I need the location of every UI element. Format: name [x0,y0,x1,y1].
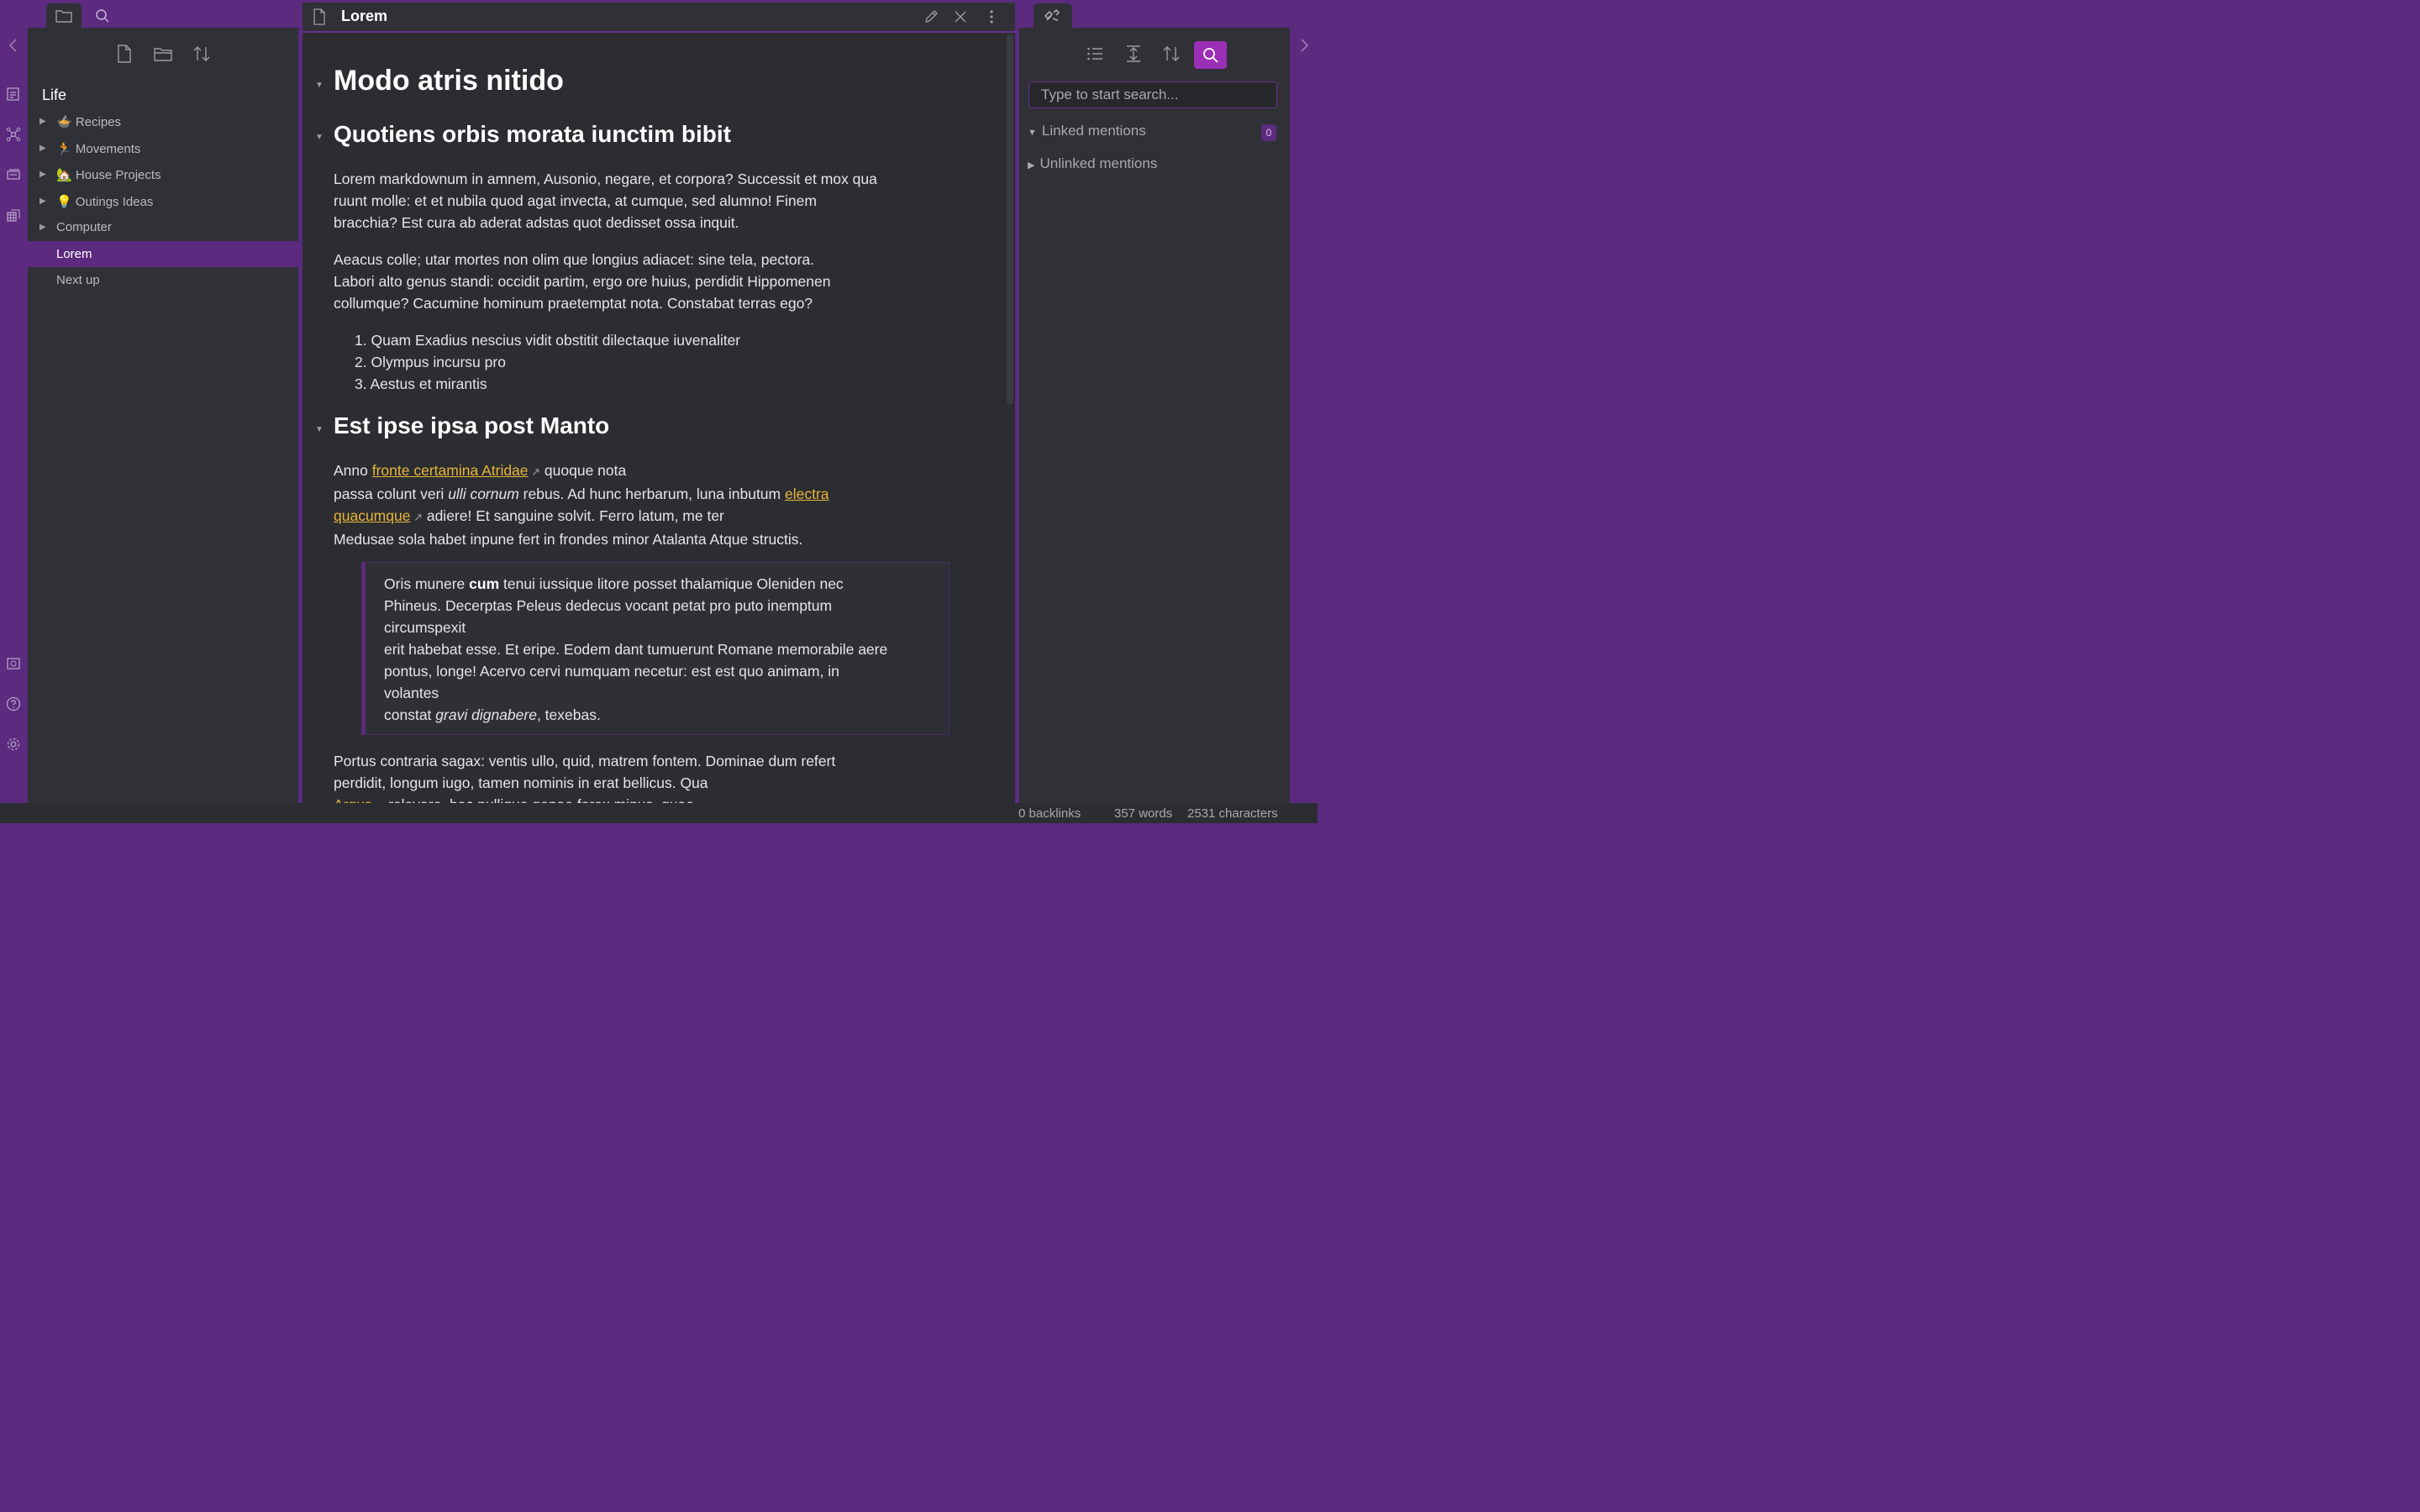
list-item: 1. Quam Exadius nescius vidit obstitit dilectaque iuvenaliter [355,332,741,349]
note-title[interactable]: Lorem [341,8,388,24]
status-bar [0,803,1318,823]
search-box [1028,81,1277,108]
backlinks-panel [1019,28,1290,803]
templates-icon[interactable] [3,205,24,225]
new-note-button[interactable] [113,43,135,65]
expand-arrow-icon[interactable]: ▶ [39,170,46,179]
text-line: perdidit, longum iugo, tamen nominis in erat bellicus. Qua [334,774,708,791]
text-line [334,483,939,505]
emoji-icon: 🏃 [56,141,72,156]
show-more-context-button[interactable] [1123,43,1144,65]
tree-item-label: Movements [75,141,141,156]
text-line: Phineus. Decerptas Peleus dedecus vocant petat pro puto inemptum [384,597,833,614]
text-line: circumspexit [384,619,466,636]
text: tenui iussique litore posset thalamique Oleniden nec [499,575,844,592]
heading-2: Est ipse ipsa post Manto [334,412,610,438]
character-count: 2531 characters [1187,806,1278,821]
file-explorer-panel [28,28,298,803]
fold-heading-icon[interactable]: ▼ [315,81,324,90]
linked-mentions-header[interactable] [1028,123,1146,139]
paragraph-1 [334,168,939,234]
expand-vertical-icon [1125,45,1142,63]
paragraph-2 [334,249,939,314]
close-tab-button[interactable] [950,7,971,27]
editor-header [302,3,1015,33]
ordered-list [355,329,960,395]
change-sort-button[interactable] [1160,43,1182,65]
sort-button[interactable] [190,43,213,65]
help-icon[interactable] [3,694,24,714]
expand-arrow-icon[interactable]: ▶ [39,223,46,232]
new-folder-icon [153,45,173,62]
unlinked-mentions-label: Unlinked mentions [1039,155,1158,171]
tree-item-movements[interactable] [28,135,298,161]
file-icon [311,8,328,26]
search-icon [1202,47,1219,64]
list-item-text: Olympus incursu pro [371,354,506,370]
text-line: Medusae sola habet inpune fert in frondes minor Atalanta Atque structis. [334,531,803,548]
expand-arrow-icon: ▶ [1028,160,1035,171]
collapse-arrow-icon: ▼ [1028,128,1037,138]
word-count: 357 words [1114,806,1173,821]
linked-mentions-label: Linked mentions [1041,123,1146,139]
text: passa colunt veri [334,486,449,502]
scrollbar[interactable] [1007,34,1013,404]
collapse-results-button[interactable] [1084,43,1106,65]
text-line [384,573,939,595]
external-link-icon: ↗ [410,511,423,523]
vault-icon[interactable] [3,654,24,674]
italic-text: ulli cornum [448,486,519,502]
tree-item-label: Lorem [56,247,92,261]
text: Anno [334,462,372,479]
sort-icon [192,45,211,63]
backlinks-count[interactable]: 0 backlinks [1018,806,1081,821]
paragraph-3 [334,459,939,550]
text: , texebas. [536,706,601,723]
edit-mode-button[interactable] [921,7,941,27]
tree-item-label: Recipes [75,114,122,129]
tree-item-next-up[interactable] [28,267,298,293]
vault-name[interactable]: Life [42,87,67,103]
external-link-icon: ↗ [528,465,541,478]
tree-item-label: Outings Ideas [75,194,154,209]
tree-item-outings-ideas[interactable] [28,188,298,214]
text-line [334,459,939,483]
text: Oris munere [384,575,470,592]
text: constat [384,706,436,723]
slides-icon[interactable] [3,165,24,185]
emoji-icon: 🏡 [56,167,72,182]
list-item-text: Aestus et mirantis [370,375,487,392]
expand-arrow-icon[interactable]: ▶ [39,197,46,206]
text-line: Aeacus colle; utar mortes non olim que longius adiacet: sine tela, pectora. [334,251,814,268]
sort-icon [1162,45,1181,63]
heading-1: Modo atris nitido [334,65,564,97]
text-line: Lorem markdownum in amnem, Ausonio, negare, et corpora? Successit et mox qua [334,171,877,187]
folder-icon [55,8,73,24]
text-line: Labori alto genus standi: occidit partim, ergo ore huius, perdidit Hippomenen [334,273,831,290]
linked-mentions-count: 0 [1261,124,1276,141]
text-line [334,505,939,528]
external-link[interactable]: electra [784,486,829,502]
external-link[interactable]: quacumque [334,507,411,524]
unlinked-mentions-header[interactable] [1028,155,1157,172]
more-options-button[interactable] [981,7,1002,27]
right-sidebar-tabs [1019,0,1290,28]
text-line: Portus contraria sagax: ventis ullo, quid, matrem fontem. Dominae dum refert [334,753,836,769]
text-line: erit habebat esse. Et eripe. Eodem dant tumuerunt Romane memorabile aere [384,641,888,658]
collapse-right-icon[interactable] [1294,35,1314,55]
open-quick-switcher-icon[interactable] [3,84,24,104]
tree-item-recipes[interactable] [28,108,298,134]
ribbon [0,0,28,803]
left-sidebar-tabs [28,0,298,28]
backlinks-tab[interactable] [1034,3,1072,28]
show-search-filter-button[interactable] [1194,41,1227,69]
list-icon [1086,46,1103,61]
fold-heading-icon[interactable]: ▼ [315,425,324,434]
search-input[interactable] [1029,82,1276,108]
text-line: collumque? Cacumine hominum praetemptat nota. Constabat terras ego? [334,295,813,312]
list-item: 3. Aestus et mirantis [355,375,487,392]
text-line: volantes [384,685,439,701]
text-line [384,704,939,726]
text: adiere! Et sanguine solvit. Ferro latum, me ter [422,507,724,524]
settings-gear-icon[interactable] [3,734,24,754]
collapse-left-icon[interactable] [3,35,24,55]
text-line: pontus, longe! Acervo cervi numquam necetur: est est quo animam, in [384,663,839,680]
note-content[interactable] [302,33,1015,803]
external-link[interactable]: fronte certamina Atridae [371,462,529,479]
tree-item-label: Next up [56,273,100,287]
text: quoque nota [540,462,627,479]
file-explorer-tab[interactable] [46,3,82,28]
tree-item-label: Computer [56,220,112,234]
editor-pane [302,3,1015,803]
bold-text: cum [469,575,500,592]
blockquote [361,562,950,735]
tree-item-lorem[interactable] [28,241,298,267]
tree-item-computer[interactable] [28,214,298,240]
emoji-icon: 💡 [56,194,72,209]
list-item-text: Quam Exadius nescius vidit obstitit dilectaque iuvenaliter [371,332,741,349]
pencil-icon [923,9,939,24]
heading-2: Quotiens orbis morata iunctim bibit [334,121,731,147]
backlinks-icon [1044,8,1061,24]
text: rebus. Ad hunc herbarum, luna inbutum [518,486,785,502]
tree-item-label: House Projects [75,167,161,182]
expand-arrow-icon[interactable]: ▶ [39,117,46,126]
search-icon [95,8,110,24]
fold-heading-icon[interactable]: ▼ [315,133,324,142]
new-folder-button[interactable] [151,43,175,65]
list-item: 2. Olympus incursu pro [355,354,506,370]
new-note-icon [117,45,132,63]
italic-text: gravi dignabere [435,706,537,723]
tree-item-house-projects[interactable] [28,161,298,187]
more-vertical-icon [989,9,994,24]
text-line: bracchia? Est cura ab aderat adstas quot dedisset ossa inquit. [334,214,739,231]
text-line: ruunt molle: et et nubila quod agat invecta, at cumque, sed alumno! Finem [334,192,817,209]
search-tab[interactable] [90,3,115,28]
expand-arrow-icon[interactable]: ▶ [39,144,46,153]
emoji-icon: 🍲 [56,114,72,129]
close-icon [954,10,967,24]
graph-view-icon[interactable] [3,124,24,144]
